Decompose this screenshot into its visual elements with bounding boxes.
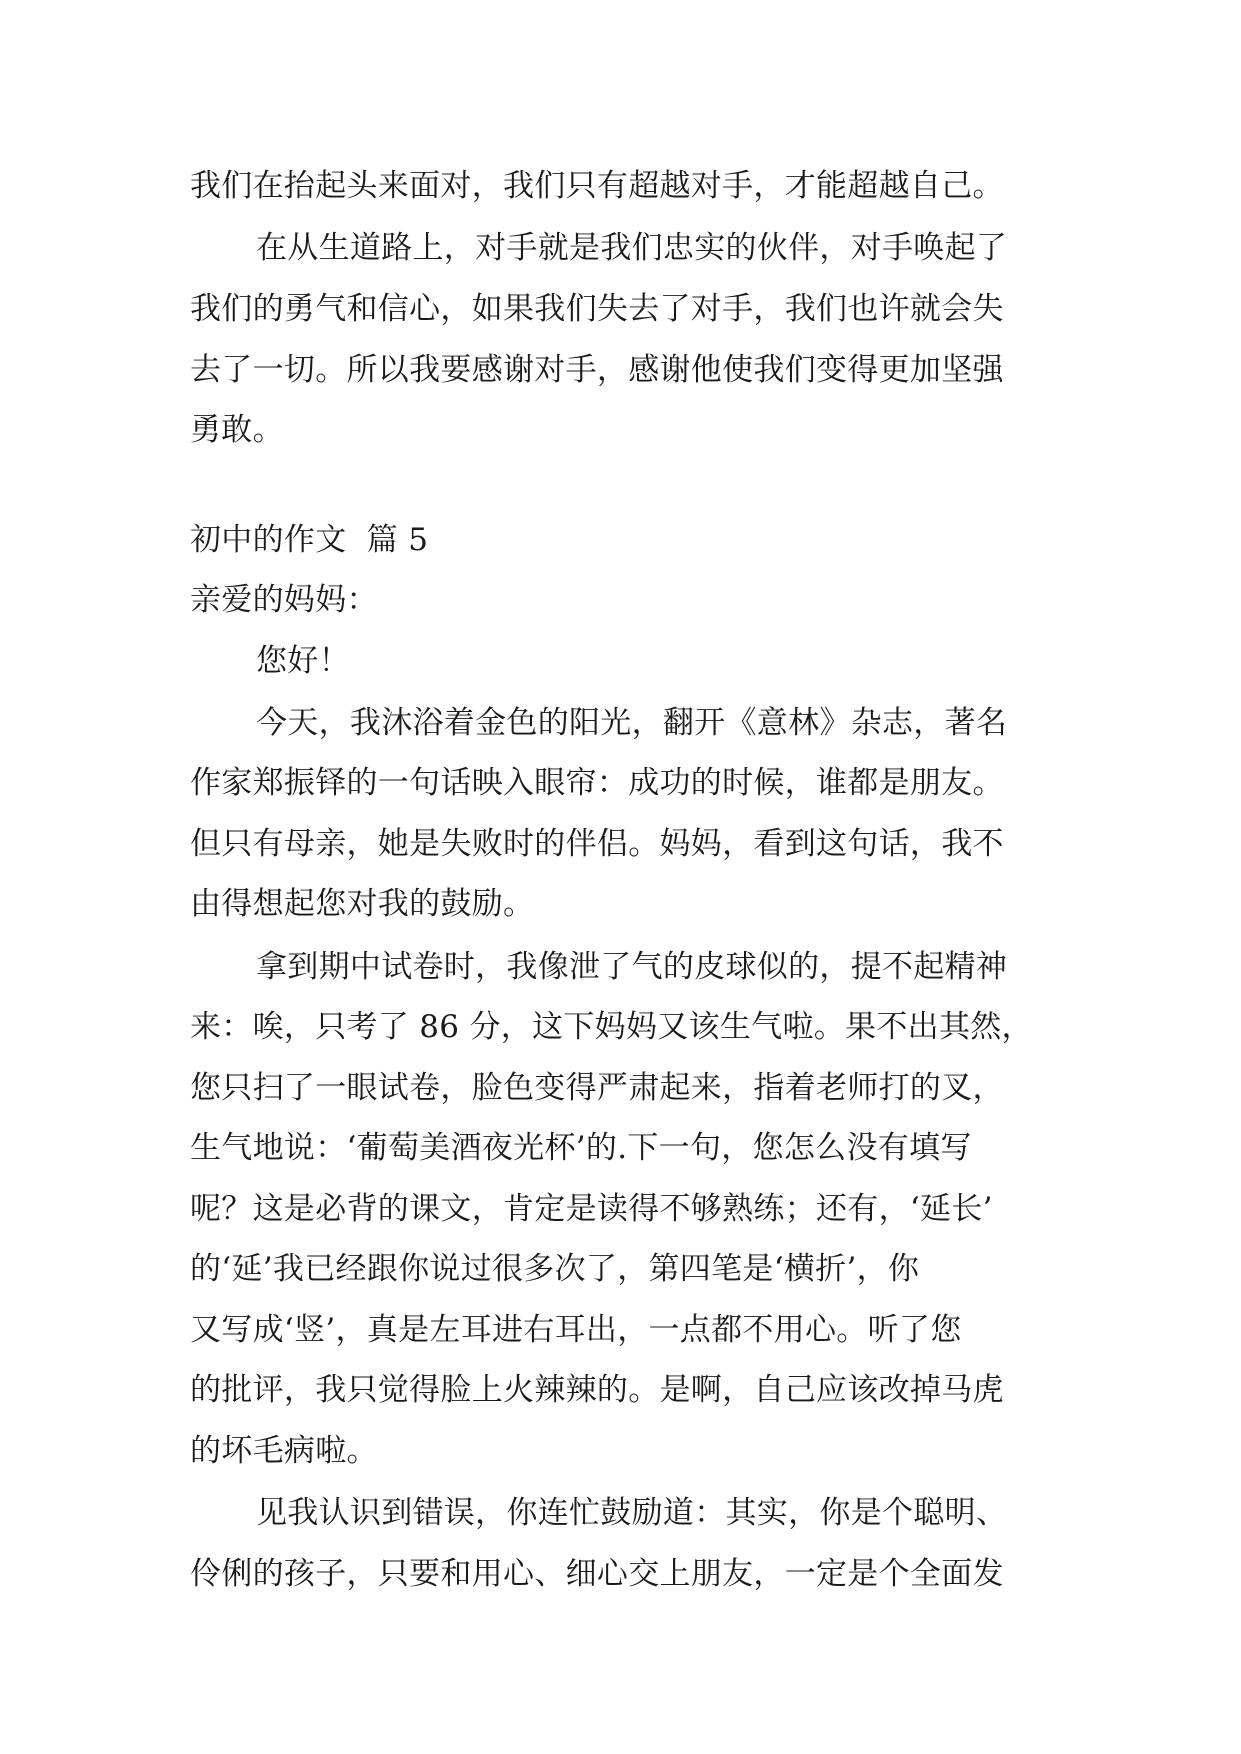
- paragraph-line: 作家郑振铎的一句话映入眼帘：成功的时候，谁都是朋友。: [190, 765, 1004, 801]
- paragraph-line: 的批评，我只觉得脸上火辣辣的。是啊，自己应该改掉马虎: [190, 1372, 1004, 1408]
- paragraph-line: 勇敢。: [190, 412, 284, 448]
- paragraph-line: 今天，我沐浴着金色的阳光，翻开《意林》杂志，著名: [256, 705, 1008, 741]
- paragraph-line: 伶俐的孩子，只要和用心、细心交上朋友，一定是个全面发: [190, 1556, 1004, 1592]
- paragraph-line: 呢？这是必背的课文，肯定是读得不够熟练；还有，‘延长’: [190, 1191, 993, 1227]
- letter-salutation: 亲爱的妈妈：: [190, 582, 378, 618]
- paragraph-line: 见我认识到错误，你连忙鼓励道：其实，你是个聪明、: [256, 1495, 1008, 1531]
- paragraph-line: 我们的勇气和信心，如果我们失去了对手，我们也许就会失: [190, 291, 1004, 327]
- paragraph-line: 去了一切。所以我要感谢对手，感谢他使我们变得更加坚强: [190, 352, 1004, 388]
- paragraph-line: 来：唉，只考了 86 分，这下妈妈又该生气啦。果不出其然，: [190, 1009, 1033, 1045]
- paragraph-line: 生气地说：‘葡萄美酒夜光杯’的.下一句，您怎么没有填写: [190, 1130, 972, 1166]
- paragraph-line: 的‘延’我已经跟你说过很多次了，第四笔是‘横折’，你: [190, 1251, 920, 1287]
- paragraph-line: 您只扫了一眼试卷，脸色变得严肃起来，指着老师打的叉，: [190, 1070, 1004, 1106]
- paragraph-line: 又写成‘竖’，真是左耳进右耳出，一点都不用心。听了您: [190, 1312, 962, 1348]
- letter-greeting: 您好！: [256, 643, 350, 679]
- section-heading: 初中的作文 篇 5: [190, 522, 429, 558]
- paragraph-line: 拿到期中试卷时，我像泄了气的皮球似的，提不起精神: [256, 949, 1008, 985]
- paragraph-line: 的坏毛病啦。: [190, 1433, 378, 1469]
- paragraph-line: 但只有母亲，她是失败时的伴侣。妈妈，看到这句话，我不: [190, 826, 1004, 862]
- paragraph-line: 由得想起您对我的鼓励。: [190, 886, 535, 922]
- paragraph-line: 在从生道路上，对手就是我们忠实的伙伴，对手唤起了: [256, 230, 1008, 266]
- paragraph-line: 我们在抬起头来面对，我们只有超越对手，才能超越自己。: [190, 168, 1004, 204]
